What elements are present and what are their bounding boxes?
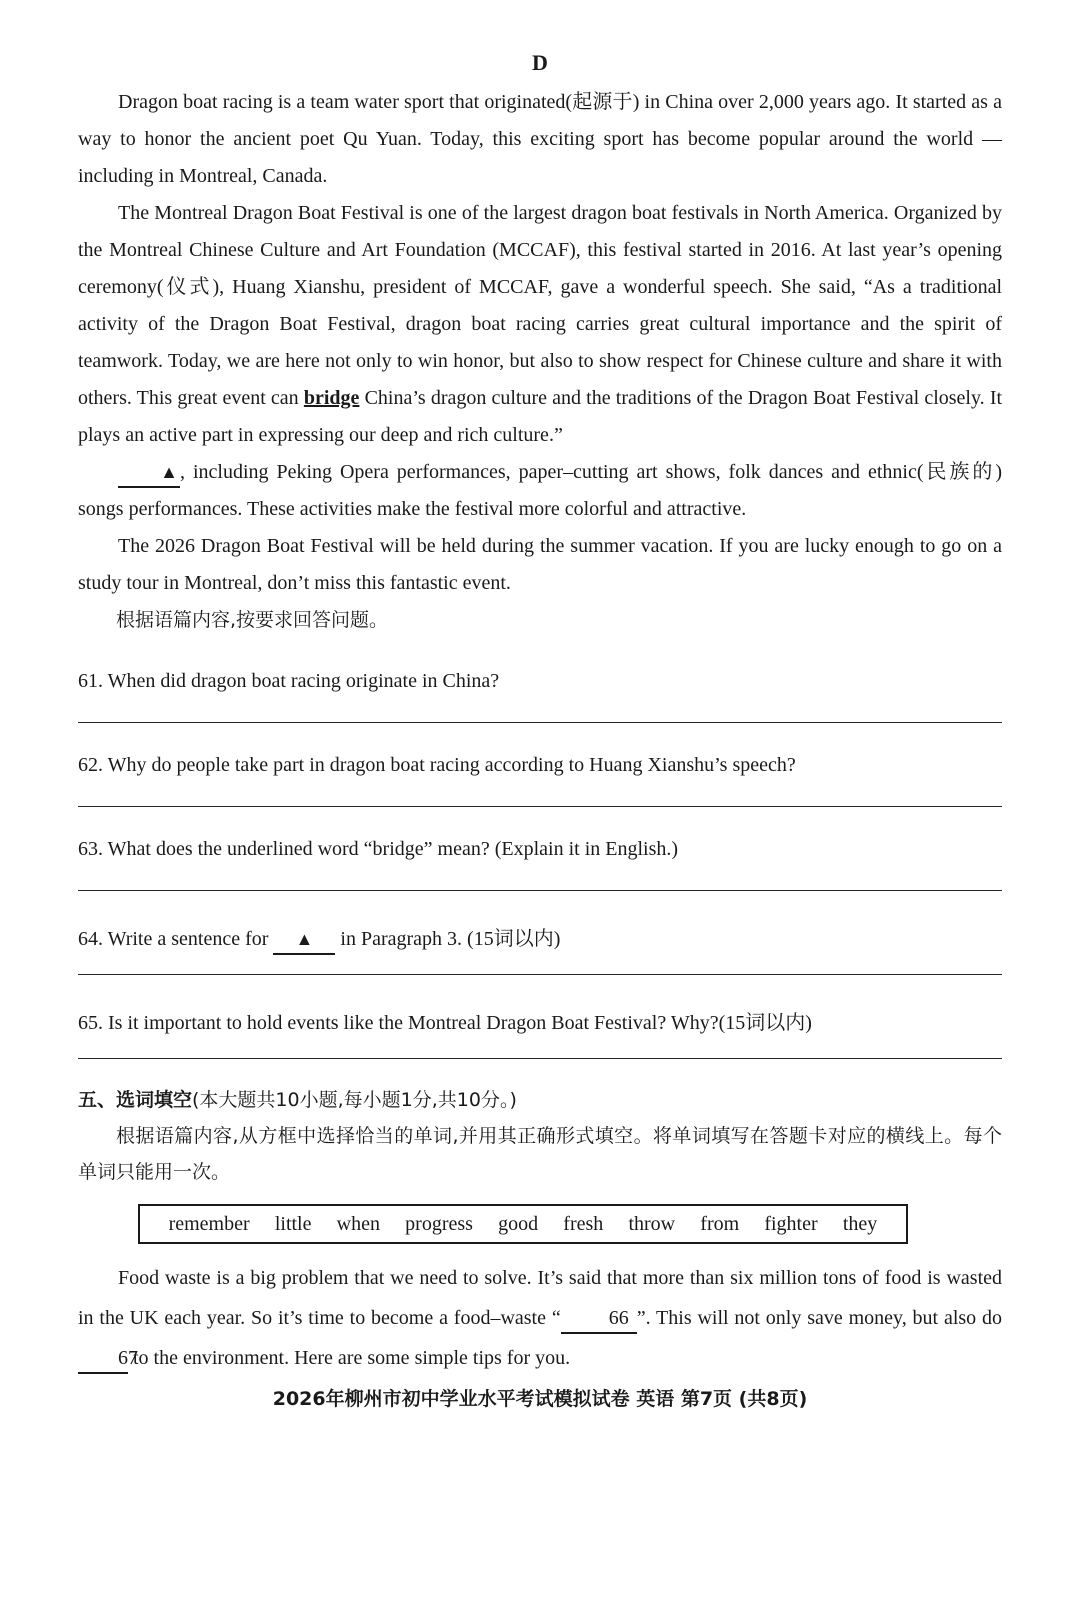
word-option: remember — [168, 1213, 250, 1235]
word-option: fighter — [764, 1213, 818, 1235]
question-text: 65. Is it important to hold events like the Montreal Dragon Boat Festival? Why?(15词以内) — [78, 1012, 812, 1034]
question-text-before: 64. Write a sentence for — [78, 928, 269, 950]
question-64 — [78, 914, 1002, 998]
word-option: good — [498, 1213, 539, 1235]
paragraph-3-blank[interactable] — [118, 460, 180, 488]
blank-67[interactable] — [78, 1346, 138, 1374]
paragraph-2 — [78, 195, 1002, 454]
triangle-marker: ▲ — [160, 462, 178, 482]
blank-66[interactable] — [561, 1306, 637, 1334]
paragraph-3-text: , including Peking Opera performances, paper–cutting art shows, folk dances and ethnic(民族的) songs performances. These activities make the festival more colorful and attractive. — [78, 461, 1002, 520]
question-list — [78, 662, 1002, 1082]
word-option: throw — [628, 1213, 676, 1235]
paragraph-2-before: The Montreal Dragon Boat Festival is one of the largest dragon boat festivals in North America. Organized by the Montreal Chinese Culture and Art Foundation (MCCAF), this festival started in 2016. At last year’s opening ceremony(仪式), Huang Xianshu, president of MCCAF, gave a wonderful speech. She said, “As a traditional activity of the Dragon Boat Festival, dragon boat racing carries great cultural importance and the spirit of teamwork. Today, we are here not only to win honor, but also to show respect for Chinese culture and share it with others. This great event can — [78, 202, 1002, 409]
cloze-text-1: Food waste is a big problem that we need to solve. It’s said that more than six million tons of food is wasted in the UK each year. So it’s time to become a food–waste “ — [78, 1267, 1002, 1329]
question-text: 62. Why do people take part in dragon boat racing according to Huang Xianshu’s speech? — [78, 754, 796, 776]
section-5 — [78, 1082, 1002, 1378]
word-option: fresh — [563, 1213, 604, 1235]
question-text: 63. What does the underlined word “bridge” mean? (Explain it in English.) — [78, 838, 679, 860]
cloze-text-3: to the environment. Here are some simple tips for you. — [133, 1347, 571, 1369]
blank-67-number: 67 — [118, 1347, 138, 1369]
section-5-note: (本大题共10小题,每小题1分,共10分。) — [192, 1089, 517, 1111]
word-option: little — [274, 1213, 312, 1235]
section-5-title: 五、选词填空 — [78, 1089, 193, 1111]
question-instruction: 根据语篇内容,按要求回答问题。 — [116, 609, 389, 631]
triangle-marker: ▲ — [295, 929, 314, 949]
paragraph-3 — [78, 454, 1002, 528]
question-text: 61. When did dragon boat racing originate in China? — [78, 670, 500, 692]
answer-line[interactable] — [78, 890, 1002, 891]
word-option: from — [700, 1213, 740, 1235]
cloze-passage — [78, 1258, 1002, 1378]
question-62 — [78, 746, 1002, 830]
question-65 — [78, 998, 1002, 1082]
question-64-blank — [273, 927, 335, 955]
reading-passage — [78, 84, 1002, 639]
cloze-paragraph — [78, 1258, 1002, 1378]
question-text — [78, 922, 560, 955]
underlined-word-bridge: bridge — [303, 387, 360, 409]
answer-line[interactable] — [78, 806, 1002, 807]
word-option: they — [842, 1213, 878, 1235]
paragraph-4: The 2026 Dragon Boat Festival will be held during the summer vacation. If you are lucky enough to go on a study tour in Montreal, don’t miss this fantastic event. — [78, 535, 1002, 594]
answer-line[interactable] — [78, 974, 1002, 975]
word-option: progress — [405, 1213, 473, 1235]
paragraph-1: Dragon boat racing is a team water sport that originated(起源于) in China over 2,000 years ago. It started as a way to honor the ancient poet Qu Yuan. Today, this exciting sport has become popular around the world — including in Montreal, Canada. — [78, 91, 1002, 187]
question-63 — [78, 830, 1002, 914]
question-61 — [78, 662, 1002, 746]
answer-line[interactable] — [78, 722, 1002, 723]
word-box — [138, 1204, 908, 1244]
question-text-after: in Paragraph 3. (15词以内) — [340, 928, 561, 950]
blank-66-number: 66 — [608, 1307, 629, 1329]
cloze-text-2: ”. This will not only save money, but also do — [636, 1307, 1002, 1329]
answer-line[interactable] — [78, 1058, 1002, 1059]
word-option: when — [336, 1213, 380, 1235]
section-5-heading — [78, 1082, 1002, 1118]
paragraph-2-after: China’s dragon culture and the traditions of the Dragon Boat Festival closely. It plays an active part in expressing our deep and rich culture.” — [78, 387, 1003, 446]
section-5-instruction: 根据语篇内容,从方框中选择恰当的单词,并用其正确形式填空。将单词填写在答题卡对应的横线上。每个单词只能用一次。 — [78, 1125, 1002, 1183]
page-footer: 2026年柳州市初中学业水平考试模拟试卷 英语 第7页 (共8页) — [272, 1388, 808, 1410]
section-letter: D — [532, 50, 548, 75]
